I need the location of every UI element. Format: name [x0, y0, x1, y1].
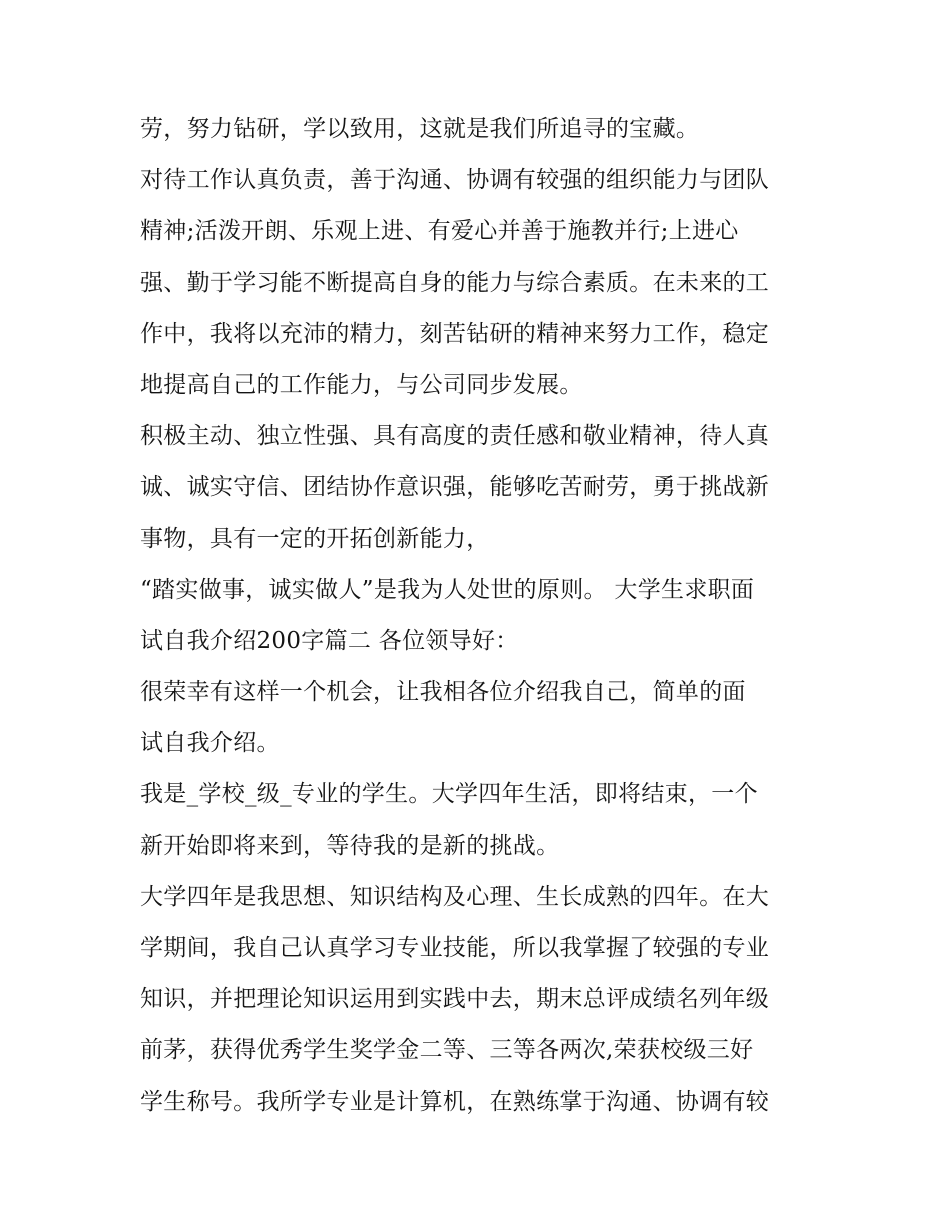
text-line: 劳，努力钻研，学以致用，这就是我们所追寻的宝藏。	[140, 116, 700, 142]
text-line: 学期间，我自己认真学习专业技能，所以我掌握了较强的专业	[140, 935, 770, 961]
text-line: 很荣幸有这样一个机会，让我相各位介绍我自己，简单的面	[140, 679, 746, 706]
text-line: 作中，我将以充沛的精力，刻苦钻研的精神来努力工作，稳定	[140, 320, 770, 347]
text-line: 精神;活泼开朗、乐观上进、有爱心并善于施教并行;上进心	[140, 218, 739, 245]
body-text	[140, 104, 830, 1128]
text-line: 地提高自己的工作能力，与公司同步发展。	[140, 371, 583, 398]
text-line: 学生称号。我所学专业是计算机，在熟练掌于沟通、协调有较	[140, 1088, 770, 1115]
text-line: “踏实做事，诚实做人”是我为人处世的原则。 大学生求职面	[140, 576, 755, 603]
text-line: 积极主动、独立性强、具有高度的责任感和敬业精神，待人真	[140, 423, 770, 450]
text-line: 我是_学校_级_专业的学生。大学四年生活，即将结束，一个	[140, 781, 758, 808]
text-line: 知识，并把理论知识运用到实践中去，期末总评成绩名列年级	[140, 986, 770, 1013]
text-line: 事物，具有一定的开拓创新能力，	[140, 525, 490, 552]
text-line: 试自我介绍。	[140, 730, 280, 757]
text-line: 诚、诚实守信、团结协作意识强，能够吃苦耐劳，勇于挑战新	[140, 474, 770, 501]
text-line: 对待工作认真负责，善于沟通、协调有较强的组织能力与团队	[140, 167, 770, 194]
text-line: 前茅，获得优秀学生奖学金二等、三等各两次,荣获校级三好	[140, 1037, 754, 1064]
text-line: 新开始即将来到，等待我的是新的挑战。	[140, 832, 560, 859]
text-line: 强、勤于学习能不断提高自身的能力与综合素质。在未来的工	[140, 269, 770, 296]
text-line: 试自我介绍200字篇二 各位领导好：	[140, 627, 519, 654]
text-line: 大学四年是我思想、知识结构及心理、生长成熟的四年。在大	[140, 883, 770, 910]
